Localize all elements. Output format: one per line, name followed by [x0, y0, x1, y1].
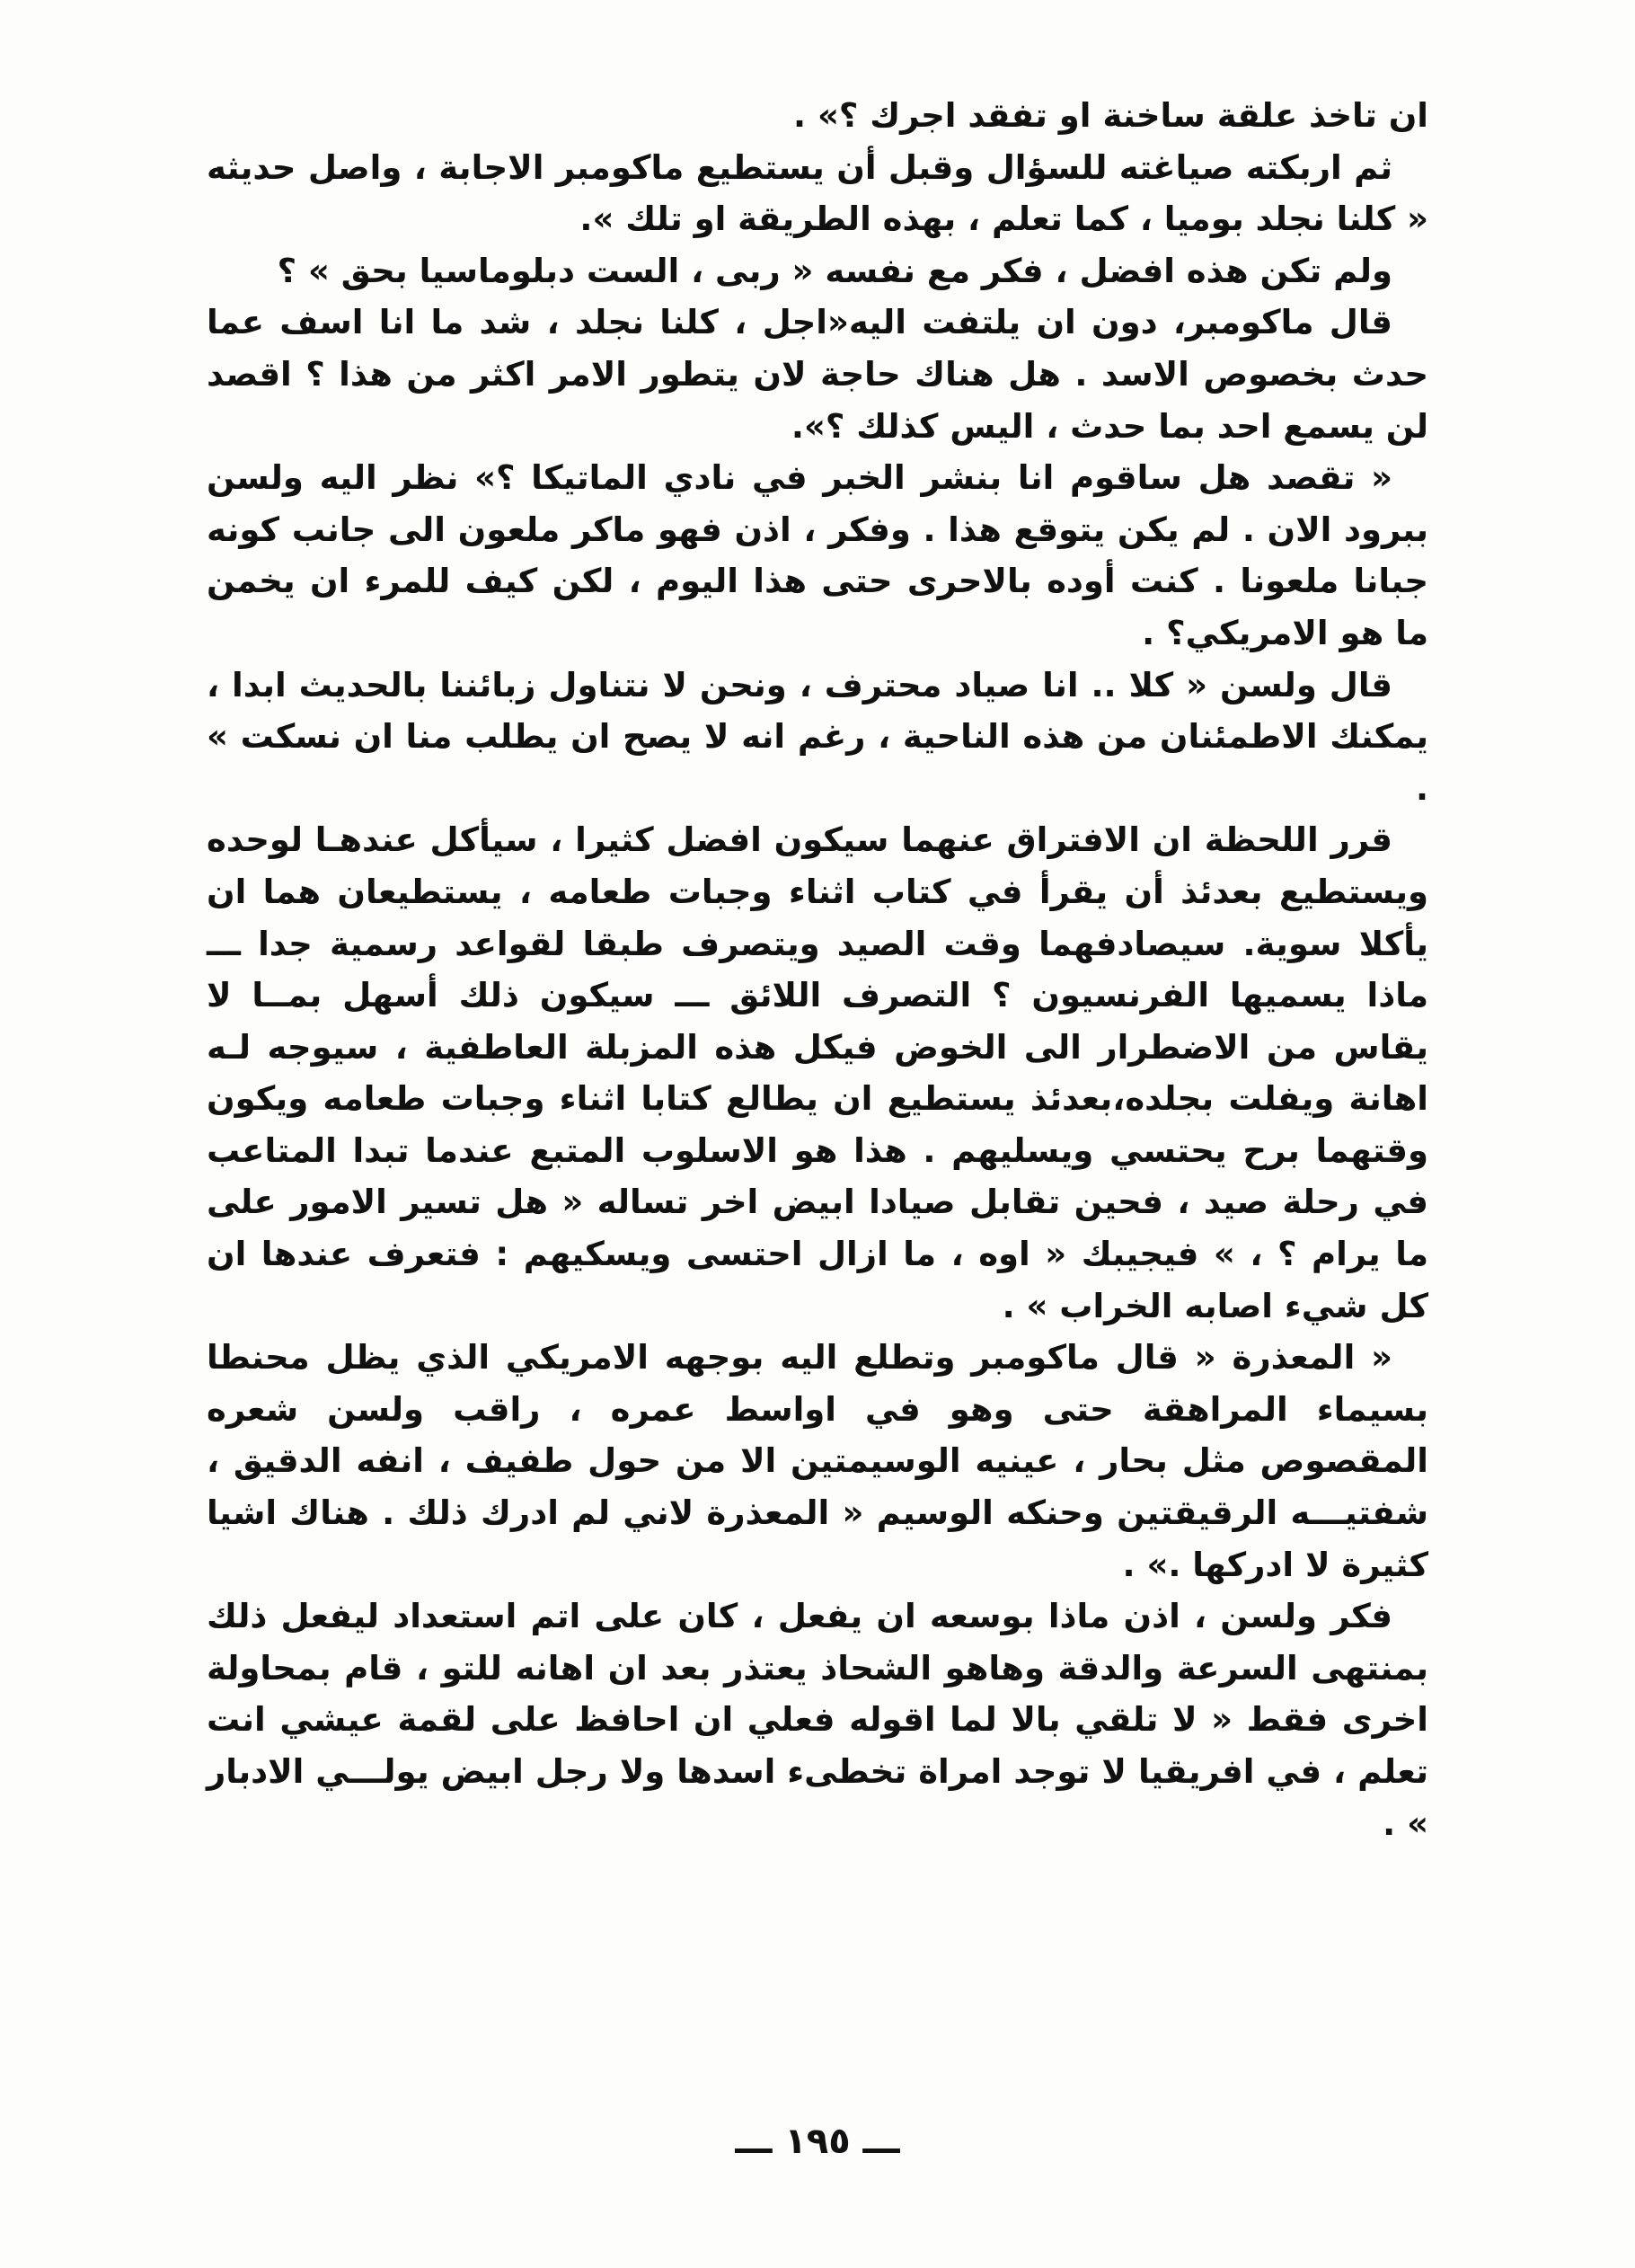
paragraph: قرر اللحظة ان الافتراق عنهما سيكون افضل كثيرا ، سيأكل عندهـا لوحده ويستطيع بعدئذ أن يقرأ في كتاب اثناء وجبات طعامه ، يستطيعان هما ان يأكلا سوية. سيصادفهما وقت الصيد ويتصرف طبقا لقواعد رسمية جدا ـــ ماذا يسميها الفرنسيون ؟ التصرف اللائق ـــ سيكون ذلك أسهل بمــا لا يقاس من الاضطرار الى الخوض فيكل هذه المزبلة العاطفية ، سيوجه لـه اهانة ويفلت بجلده،بعدئذ يستطيع ان يطالع كتابا اثناء وجبات طعامه ويكون وقتهما برح يحتسي ويسليهم . هذا هو الاسلوب المتبع عندما تبدا المتاعب في رحلة صيد ، فحين تقابل صيادا ابيض اخر تساله « هل تسير الامور على ما يرام ؟ ، » فيجيبك « اوه ، ما ازال احتسى ويسكيهم : فتعرف عندها ان كل شيء اصابه الخراب » . — [207, 820, 1428, 1325]
paragraph: « المعذرة « قال ماكومبر وتطلع اليه بوجهه الامريكي الذي يظل محنطا بسيماء المراهقة حتى وهو في اواسط عمره ، راقب ولسن شعره المقصوص مثل بحار ، عينيه الوسيمتين الا من حول طفيف ، انفه الدقيق ، شفتيـــه الرقيقتين وحنكه الوسيم « المعذرة لاني لم ادرك ذلك . هناك اشيا كثيرة لا ادركها .» . — [207, 1338, 1428, 1584]
paragraph: قال ماكومبر، دون ان يلتفت اليه«اجل ، كلنا نجلد ، شد ما انا اسف عما حدث بخصوص الاسد . هل هناك حاجة لان يتطور الامر اكثر من هذا ؟ اقصد لن يسمع احد بما حدث ، اليس كذلك ؟». — [207, 303, 1428, 446]
paragraph: ثم اربكته صياغته للسؤال وقبل أن يستطيع ماكومبر الاجابة ، واصل حديثه « كلنا نجلد بوميا ، كما تعلم ، بهذه الطريقة او تلك ». — [207, 147, 1428, 239]
body-text — [207, 90, 1428, 1849]
paragraph: ان تاخذ علقة ساخنة او تفقد اجرك ؟» . — [793, 96, 1428, 135]
paragraph: « تقصد هل ساقوم انا بنشر الخبر في نادي الماتيكا ؟» نظر اليه ولسن ببرود الان . لم يكن يتوقع هذا . وفكر ، اذن فهو ماكر ملعون الى جانب كونه جبانا ملعونا . كنت أوده بالاحرى حتى هذا اليوم ، لكن كيف للمرء ان يخمن ما هو الامريكي؟ . — [207, 458, 1428, 652]
paragraph: قال ولسن « كلا .. انا صياد محترف ، ونحن لا نتناول زبائننا بالحديث ابدا ، يمكنك الاطمئنان من هذه الناحية ، رغم انه لا يصح ان يطلب منا ان نسكت » . — [207, 665, 1428, 808]
paragraph: ولم تكن هذه افضل ، فكر مع نفسه « ربى ، الست دبلوماسيا بحق » ؟ — [277, 251, 1392, 290]
paragraph: فكر ولسن ، اذن ماذا بوسعه ان يفعل ، كان على اتم استعداد ليفعل ذلك بمنتهى السرعة والدقة وهاهو الشحاذ يعتذر بعد ان اهانه للتو ، قام بمحاولة اخرى فقط « لا تلقي بالا لما اقوله فعلي ان احافظ على لقمة عيشي انت تعلم ، في افريقيا لا توجد امراة تخطىء اسدها ولا رجل ابيض يولـــي الادبار » . — [207, 1597, 1428, 1843]
page-number: ـــ ١٩٥ ـــ — [735, 2121, 900, 2162]
